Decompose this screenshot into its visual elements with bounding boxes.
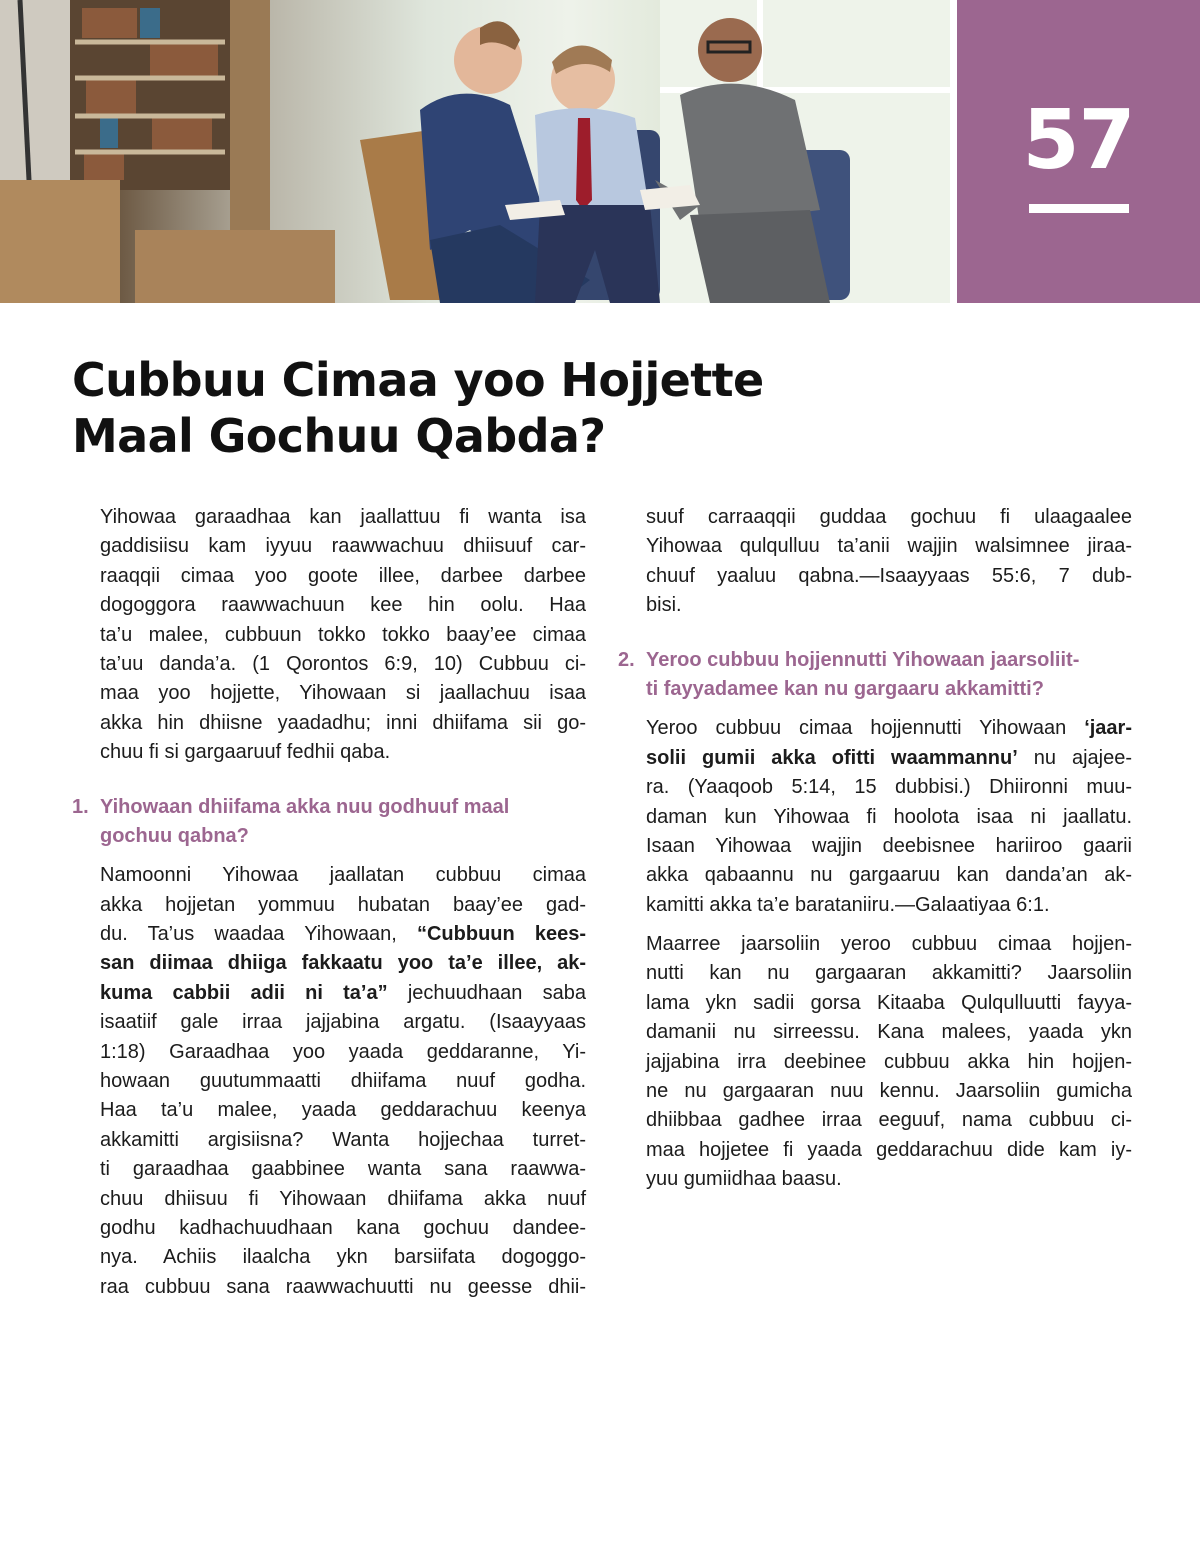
left-column — [72, 503, 586, 1312]
question-1 — [72, 793, 586, 852]
text-line: ra. (Yaaqoob 5:14, 15 dubbisi.) Dhiironni muu- — [646, 776, 1132, 799]
text-line: godhu kadhachuudhaan kana gochuu dandee- — [100, 1216, 586, 1239]
text-line: dhiibbaa gadhee irraa eeguuf, nama cubbuu ci- — [646, 1109, 1132, 1132]
text-line: Isaan Yihowaa wajjin deebisnee hariiroo gaarii — [646, 834, 1132, 857]
text-line: akka qabaannu nu gargaaruu kan danda’an ak- — [646, 864, 1132, 887]
text-line: kamitti akka ta’e barataniiru.—Galaatiyaa 6:1. — [646, 893, 1050, 916]
text-line: daman kun Yihowaa fi hoolota isaa ni jaallatu. — [646, 805, 1132, 828]
page-title — [72, 352, 932, 464]
text-line: yuu gumiidhaa baasu. — [646, 1168, 842, 1191]
text-line: Yeroo cubbuu cimaa hojjennutti Yihowaan ‘jaar- — [646, 717, 1132, 740]
text-line: ta’u malee, cubbuun tokko tokko baay’ee cimaa — [100, 623, 586, 646]
question-line: 2. Yeroo cubbuu hojjennutti Yihowaan jaarsoliit- — [618, 646, 1132, 675]
question-2 — [618, 646, 1132, 705]
text-line: ti garaadhaa gaabbinee wanta sana raawwa- — [100, 1158, 586, 1181]
text-line: du. Ta’us waadaa Yihowaan, “Cubbuun kees- — [100, 923, 587, 946]
text-line: lama ykn sadii gorsa Kitaaba Qulqulluutti fayya- — [646, 991, 1132, 1014]
text-line: suuf carraaqqii guddaa gochuu fi ulaagaalee — [646, 506, 1132, 528]
text-line: kuma cabbii adii ni ta’a” jechuudhaan saba — [100, 981, 586, 1004]
lesson-number-box — [957, 0, 1200, 303]
text-line: bisi. — [646, 594, 682, 617]
answer-2-paragraph — [646, 714, 1132, 920]
page-title-line: Maal Gochuu Qabda? — [72, 409, 606, 463]
text-line: jajjabina irra deebinee cubbuu akka hin hojjen- — [646, 1050, 1132, 1073]
text-line: ta’uu danda’a. (1 Qorontos 6:9, 10) Cubbuu ci- — [100, 652, 586, 675]
text-line: san diimaa dhiiga fakkaatu yoo ta’e illee, ak- — [100, 952, 586, 975]
text-line: 1:18) Garaadhaa yoo yaada geddaranne, Yi- — [100, 1040, 586, 1063]
text-line: maa hojjetee fi yaada geddarachuu dide kam iy- — [646, 1138, 1132, 1161]
text-line: gaddisiisu kam iyyuu raawwachuu dhiisuuf car- — [100, 535, 586, 558]
intro-paragraph — [100, 503, 586, 768]
text-line: akka hojjetan yommuu hubatan baay’ee gad- — [100, 893, 586, 916]
text-line: solii gumii akka ofitti waammannu’ nu ajajee- — [646, 746, 1132, 769]
text-line: chuu dhiisuu fi Yihowaan dhiifama akka nuuf — [100, 1187, 586, 1210]
answer-2-paragraph-2 — [646, 930, 1132, 1195]
answer-1-paragraph — [100, 861, 586, 1302]
question-line: gochuu qabna? — [100, 824, 249, 847]
text-line: nya. Achiis ilaalcha ykn barsiifata dogoggo- — [100, 1246, 586, 1269]
text-line: Yihowaa garaadhaa kan jaallattuu fi wanta isa — [100, 506, 586, 528]
text-line: Maarree jaarsoliin yeroo cubbuu cimaa hojjen- — [646, 933, 1132, 956]
text-line: dogoggora raawwachuun kee hin oolu. Haa — [100, 594, 586, 617]
question-number: 2. — [618, 648, 635, 671]
text-line: raaqqii cimaa yoo goote illee, darbee darbee — [100, 564, 586, 587]
text-line: raa cubbuu sana raawwachuutti nu geesse dhii- — [100, 1275, 586, 1298]
text-line: akkamitti argisiisna? Wanta hojjechaa turret- — [100, 1128, 586, 1151]
text-line: Haa ta’u malee, yaada geddarachuu keenya — [100, 1099, 586, 1122]
header-photo — [0, 0, 950, 303]
text-line: maa yoo hojjette, Yihowaan si jaallachuu isaa — [100, 682, 586, 705]
question-line: ti fayyadamee kan nu gargaaru akkamitti? — [646, 677, 1044, 700]
answer-1-paragraph-continued — [646, 503, 1132, 621]
lesson-number-underline — [1029, 204, 1129, 213]
text-line: akka hin dhiisne yaadadhu; inni dhiifama sii go- — [100, 711, 586, 734]
right-column — [618, 503, 1132, 1205]
text-line: isaatiif gale irraa jajjabina argatu. (Isaayyaas — [100, 1011, 586, 1034]
lesson-number: 57 — [1022, 93, 1135, 188]
text-line: howaan guutummaatti dhiifama nuuf godha. — [100, 1070, 586, 1093]
text-line: ne nu gargaaran nuu kennu. Jaarsoliin gumicha — [646, 1080, 1132, 1103]
question-number: 1. — [72, 795, 89, 818]
text-line: damanii nu sirreessu. Kana malees, yaada ykn — [646, 1021, 1132, 1044]
text-line: chuuf yaaluu qabna.—Isaayyaas 55:6, 7 dub- — [646, 564, 1132, 587]
text-line: chuu fi si gargaaruuf fedhii qaba. — [100, 741, 391, 764]
page-title-line: Cubbuu Cimaa yoo Hojjette — [72, 353, 764, 407]
question-line: 1. Yihowaan dhiifama akka nuu godhuuf maal — [72, 793, 586, 822]
text-line: Namoonni Yihowaa jaallatan cubbuu cimaa — [100, 864, 586, 887]
text-line: Yihowaa qulqulluu ta’anii wajjin walsimnee jiraa- — [646, 535, 1132, 558]
text-line: nutti kan nu gargaaran akkamitti? Jaarsoliin — [646, 962, 1132, 985]
